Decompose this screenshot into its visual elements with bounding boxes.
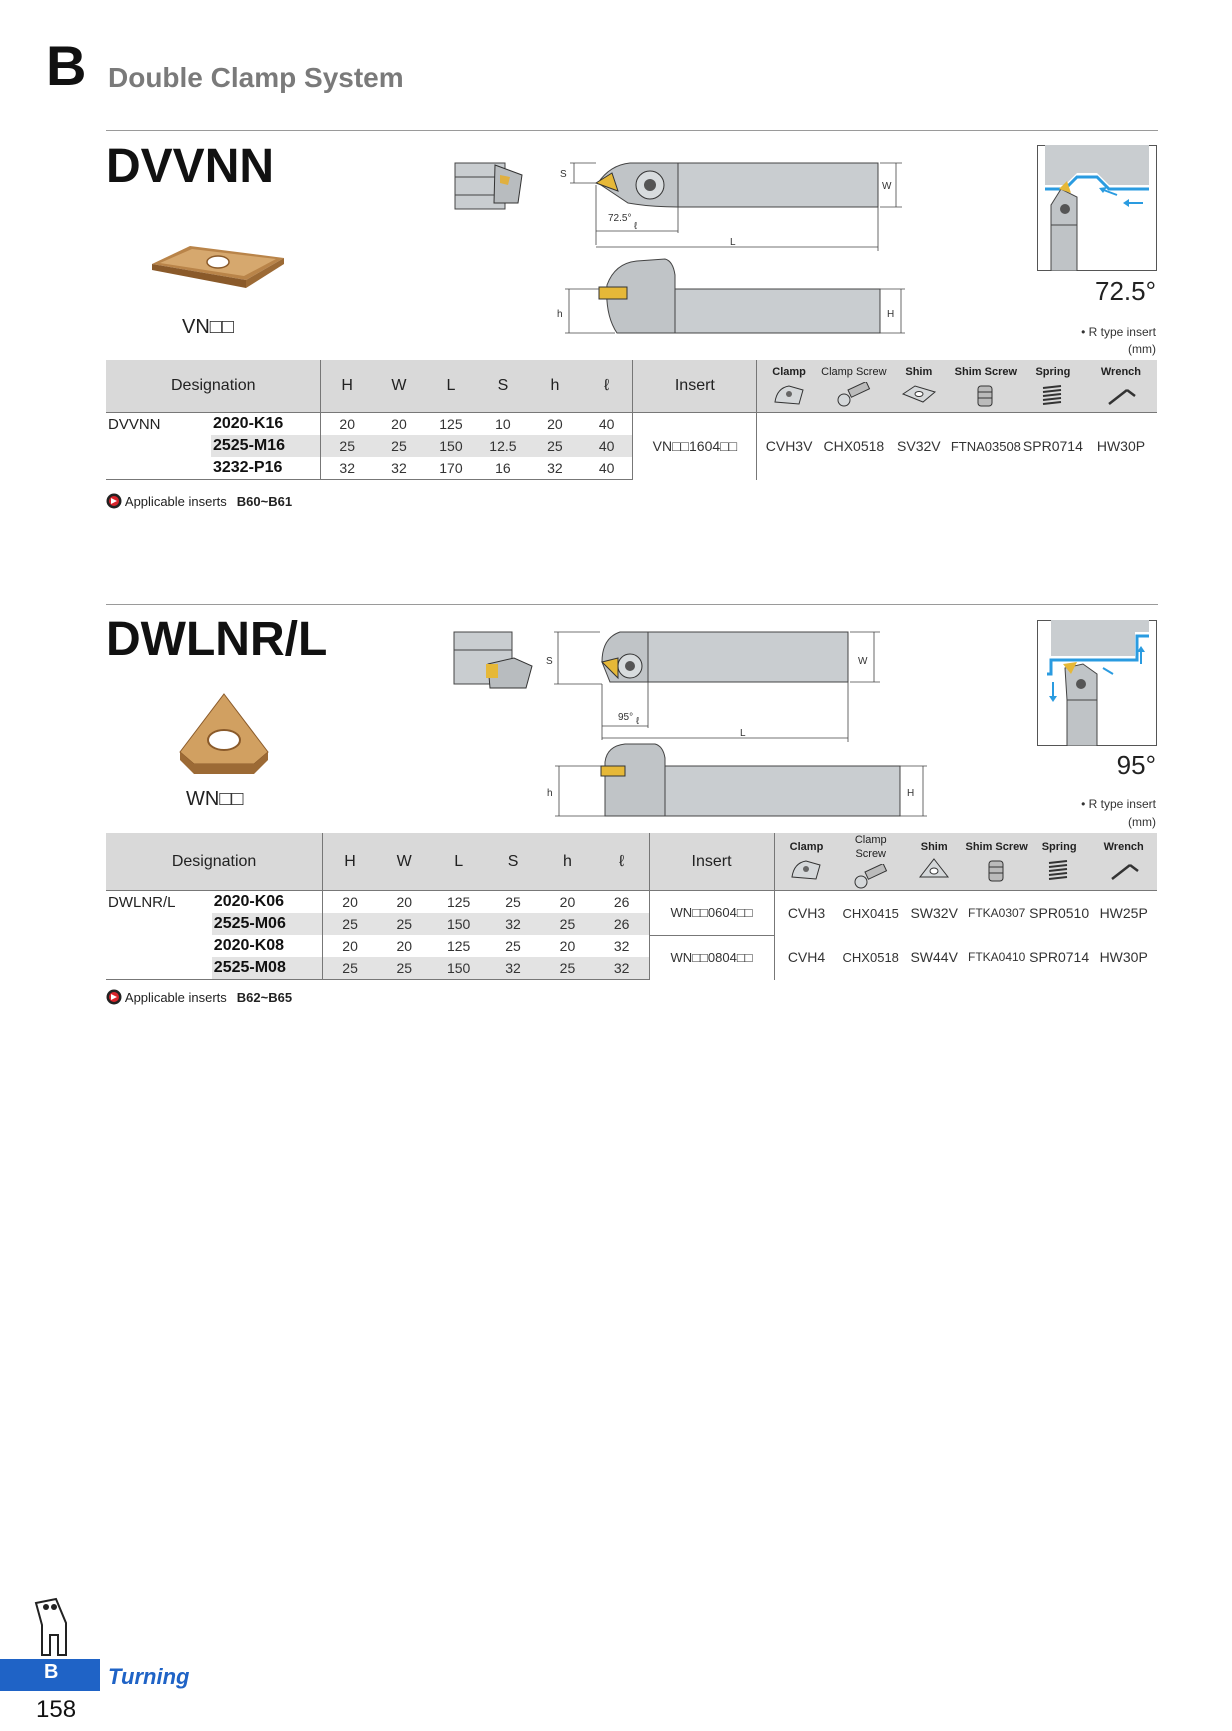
wrench-icon: [1103, 382, 1139, 408]
cell-W: 20: [373, 413, 425, 436]
svg-text:H: H: [887, 309, 895, 320]
shim-screw-label: Shim Screw: [965, 841, 1028, 853]
cell-shim-screw: FTNA03508: [951, 413, 1021, 480]
cell-H: 32: [321, 457, 373, 480]
designation-code: 2020-K16: [211, 413, 321, 436]
application-diagram: [1037, 620, 1157, 746]
col-W: W: [373, 360, 425, 413]
header-divider: [106, 130, 1158, 131]
cell-S: 32: [486, 913, 540, 935]
applicable-inserts-link[interactable]: [106, 989, 292, 1005]
section-divider: [106, 604, 1158, 605]
applicable-pages: B62~B65: [236, 990, 293, 1005]
cell-W: 25: [377, 913, 431, 935]
svg-text:95°: 95°: [618, 712, 634, 723]
cell-L: 170: [425, 457, 477, 480]
col-spring: [1021, 360, 1085, 413]
col-clamp: [757, 360, 821, 413]
cell-H: 25: [323, 913, 377, 935]
cell-H: 20: [323, 935, 377, 957]
cell-clamp-screw: CHX0415: [838, 891, 902, 936]
insert-label: VN□□: [182, 316, 234, 338]
cell-shim-screw: FTKA0410: [967, 950, 1026, 965]
cell-clamp: CVH3: [774, 891, 838, 936]
approach-angle: 95°: [1116, 750, 1156, 780]
cell-h: 32: [529, 457, 581, 480]
spec-table: [106, 360, 1157, 480]
cell-shim: SW32V: [903, 891, 965, 936]
clamp-screw-label: Clamp Screw: [821, 365, 887, 378]
shim-screw-label: Shim Screw: [954, 365, 1018, 378]
cell-shim-screw: FTKA0307: [965, 891, 1027, 936]
unit-note: (mm): [1128, 815, 1156, 829]
turning-tool-icon: [30, 1595, 76, 1657]
svg-text:h: h: [557, 309, 563, 320]
col-h: h: [540, 833, 594, 891]
cell-W: 32: [373, 457, 425, 480]
col-wrench: [1085, 360, 1157, 413]
tool-drawing-side: [555, 255, 915, 340]
cell-h: 25: [529, 435, 581, 457]
designation-code: 2525-M06: [212, 913, 323, 935]
col-l: ℓ: [595, 833, 649, 891]
col-shim-screw: [951, 360, 1021, 413]
cell-S: 25: [505, 938, 521, 954]
page-number: 158: [36, 1696, 77, 1723]
svg-text:72.5°: 72.5°: [608, 213, 632, 224]
tool-drawing-side: [545, 740, 935, 820]
cell-S: 25: [486, 891, 540, 914]
cell-l: 32: [613, 938, 630, 954]
spring-label: Spring: [1035, 365, 1071, 378]
cell-h: 20: [529, 413, 581, 436]
col-wrench: [1090, 833, 1157, 891]
cell-l: 40: [581, 413, 633, 436]
cell-l: 40: [581, 457, 633, 480]
cell-l: 32: [595, 957, 649, 980]
cell-S: 10: [477, 413, 529, 436]
shim-icon: [901, 382, 937, 408]
footer-category[interactable]: Turning: [108, 1664, 190, 1689]
designation-code: 2525-M16: [211, 435, 321, 457]
col-l: ℓ: [581, 360, 633, 413]
insert-vn-image: [150, 240, 286, 296]
col-shim-screw: [965, 833, 1027, 891]
shim-label: Shim: [905, 365, 933, 378]
cell-l: 26: [595, 891, 649, 914]
cell-shim: SW44V: [910, 949, 958, 966]
cell-L: 125: [425, 413, 477, 436]
cell-insert: WN□□0604□□: [649, 891, 774, 936]
cell-l: 26: [595, 913, 649, 935]
cell-S: 16: [477, 457, 529, 480]
col-H: H: [321, 360, 373, 413]
svg-text:ℓ: ℓ: [636, 716, 640, 727]
applicable-pages: B60~B61: [236, 494, 293, 509]
cell-L: 150: [425, 435, 477, 457]
col-insert: Insert: [649, 833, 774, 891]
wrench-label: Wrench: [1100, 365, 1142, 378]
arrow-circle-icon: [106, 493, 122, 509]
col-L: L: [425, 360, 477, 413]
svg-text:ℓ: ℓ: [634, 221, 638, 232]
cell-H: 25: [323, 957, 377, 980]
insert-label: WN□□: [186, 788, 244, 810]
cell-L: 150: [431, 913, 485, 935]
cell-clamp: CVH3V: [757, 413, 821, 480]
col-clamp: [774, 833, 838, 891]
spring-icon: [1035, 382, 1071, 408]
col-h: h: [529, 360, 581, 413]
model-title: DWLNR/L: [106, 613, 328, 666]
approach-angle: 72.5°: [1094, 276, 1156, 306]
cell-insert: VN□□1604□□: [633, 413, 757, 480]
cell-clamp: CVH4: [774, 935, 838, 980]
designation-code: 2020-K06: [212, 891, 323, 914]
clamp-icon: [788, 857, 824, 883]
wrench-icon: [1106, 857, 1142, 883]
col-S: S: [477, 360, 529, 413]
cell-spring: SPR0714: [1021, 413, 1085, 480]
family-cell: DVVNN: [106, 413, 211, 436]
svg-text:L: L: [740, 728, 746, 739]
applicable-text: Applicable inserts: [124, 494, 227, 509]
cell-W: 20: [377, 891, 431, 914]
svg-text:S: S: [546, 656, 553, 667]
designation-code: 3232-P16: [211, 457, 321, 480]
cell-clamp-screw: CHX0518: [821, 413, 887, 480]
applicable-inserts-link[interactable]: [106, 493, 292, 509]
shim-label: Shim: [920, 841, 948, 853]
cell-W: 25: [373, 435, 425, 457]
clamp-icon: [771, 382, 807, 408]
col-insert: Insert: [633, 360, 757, 413]
col-L: L: [431, 833, 485, 891]
cell-insert: WN□□0804□□: [649, 935, 774, 980]
clamp-screw-label: Clamp Screw: [854, 834, 887, 860]
designation-code: 2525-M08: [212, 957, 323, 980]
svg-text:H: H: [907, 788, 915, 799]
cell-S: 12.5: [477, 435, 529, 457]
cell-W: 20: [396, 938, 413, 954]
clamp-screw-icon: [836, 382, 872, 408]
cell-spring: SPR0714: [1029, 949, 1090, 966]
footer-tab-letter: B: [44, 1661, 59, 1683]
col-W: W: [377, 833, 431, 891]
col-shim: [887, 360, 951, 413]
cell-h: 20: [559, 938, 576, 954]
cell-H: 20: [323, 891, 377, 914]
cell-l: 40: [581, 435, 633, 457]
r-type-note: • R type insert: [1081, 325, 1156, 339]
family-cell: DWLNR/L: [106, 891, 212, 914]
clamp-label: Clamp: [789, 841, 824, 853]
cell-h: 25: [540, 913, 594, 935]
arrow-circle-icon: [106, 989, 122, 1005]
col-designation: Designation: [106, 360, 321, 413]
cell-L: 125: [446, 938, 471, 954]
col-designation: Designation: [106, 833, 323, 891]
svg-text:L: L: [730, 237, 736, 248]
cell-spring: SPR0510: [1028, 891, 1090, 936]
shim-screw-icon: [968, 382, 1004, 408]
cell-W: 25: [377, 957, 431, 980]
model-title: DVVNN: [106, 140, 275, 193]
insert-wn-image: [174, 692, 274, 776]
col-clamp-screw: [821, 360, 887, 413]
cell-S: 32: [486, 957, 540, 980]
col-shim: [903, 833, 965, 891]
shim-screw-icon: [979, 857, 1015, 883]
wrench-label: Wrench: [1103, 841, 1144, 853]
cell-wrench: HW30P: [1085, 413, 1157, 480]
cell-L: 150: [431, 957, 485, 980]
clamp-screw-icon: [853, 864, 889, 890]
applicable-text: Applicable inserts: [124, 990, 227, 1005]
col-S: S: [486, 833, 540, 891]
cell-L: 125: [431, 891, 485, 914]
cell-clamp-screw: CHX0518: [842, 949, 899, 965]
spring-icon: [1041, 857, 1077, 883]
shim-icon: [916, 857, 952, 883]
section-title: Double Clamp System: [108, 62, 404, 93]
cell-h: 25: [540, 957, 594, 980]
svg-text:W: W: [882, 181, 892, 192]
cell-wrench: HW30P: [1099, 949, 1148, 966]
cell-H: 20: [321, 413, 373, 436]
cell-shim: SV32V: [887, 413, 951, 480]
col-spring: [1028, 833, 1090, 891]
clamp-label: Clamp: [772, 365, 806, 378]
svg-text:S: S: [560, 169, 567, 180]
unit-note: (mm): [1128, 342, 1156, 356]
svg-text:W: W: [858, 656, 868, 667]
designation-code: 2020-K08: [213, 937, 285, 954]
spring-label: Spring: [1041, 841, 1077, 853]
application-diagram: [1037, 145, 1157, 271]
cell-wrench: HW25P: [1090, 891, 1157, 936]
r-type-note: • R type insert: [1081, 797, 1156, 811]
tool-drawing-top: [450, 628, 930, 748]
svg-text:h: h: [547, 788, 553, 799]
col-H: H: [323, 833, 377, 891]
col-clamp-screw: [838, 833, 902, 891]
spec-table: [106, 833, 1157, 980]
cell-h: 20: [540, 891, 594, 914]
section-letter: B: [46, 34, 87, 97]
cell-H: 25: [321, 435, 373, 457]
